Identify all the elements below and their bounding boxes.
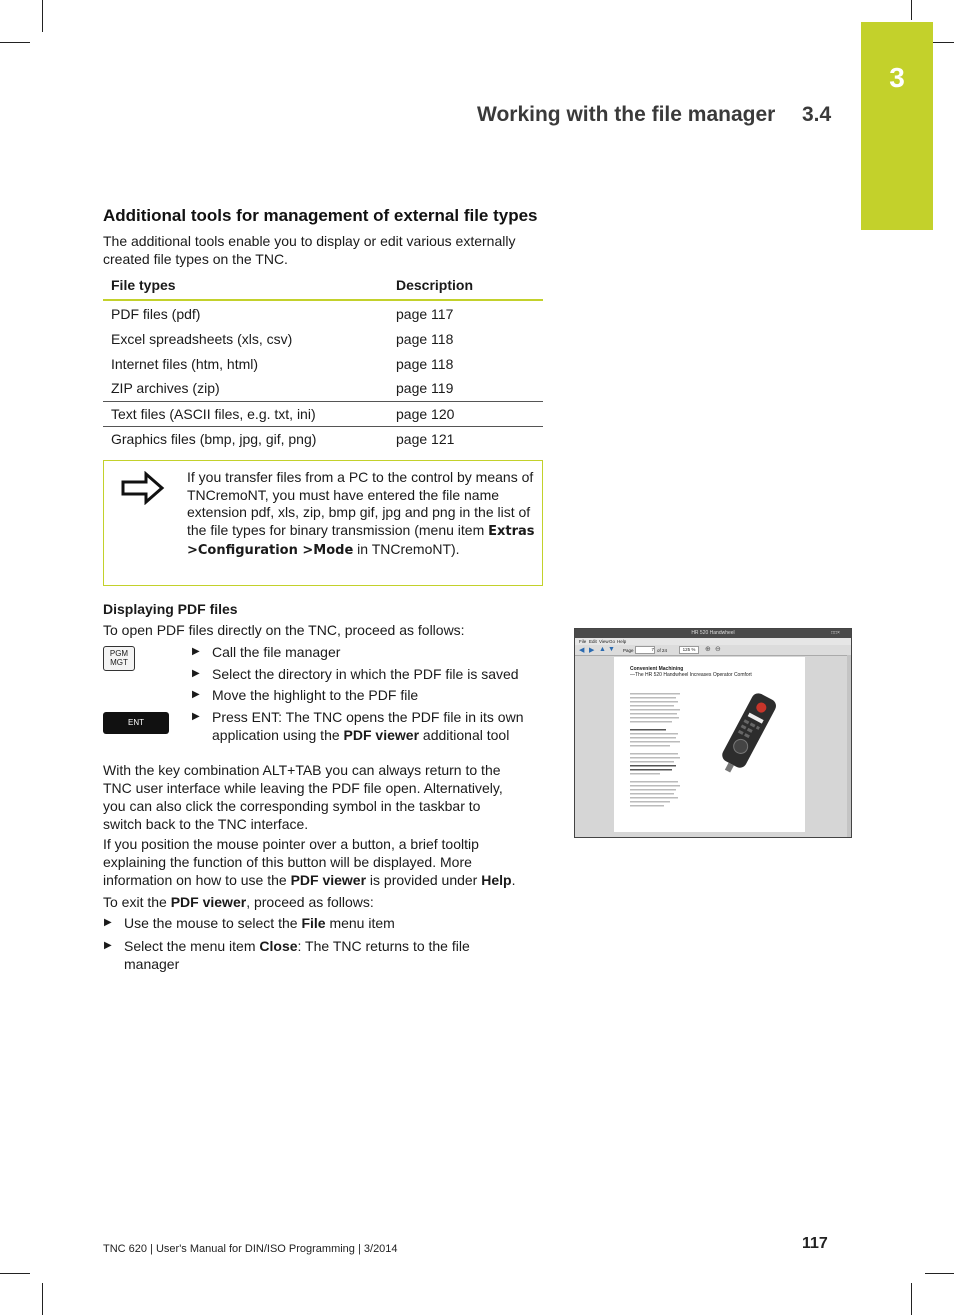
key-label: PGM: [109, 649, 129, 658]
forward-arrow-icon[interactable]: ▶: [589, 647, 595, 654]
table-header: Description: [388, 272, 543, 300]
intro-line: created file types on the TNC.: [103, 251, 288, 267]
table-cell: ZIP archives (zip): [111, 380, 220, 397]
step-text: Call the file manager: [212, 644, 341, 660]
menu-item-view[interactable]: View: [599, 639, 609, 644]
table-cell: page 121: [388, 427, 543, 452]
ent-key-icon: [103, 712, 169, 734]
pdf-page: [614, 657, 805, 832]
note-menu-path: Extras >Configuration >Mode: [187, 524, 535, 558]
paragraph-line: With the key combination ALT+TAB you can always return to the: [103, 762, 501, 778]
crop-mark: [0, 1273, 30, 1274]
back-arrow-icon[interactable]: ◀: [579, 647, 585, 654]
menu-item-file[interactable]: File: [579, 639, 587, 644]
step-text-part: Use the mouse to select the: [124, 915, 302, 931]
paragraph-line: TNC user interface while leaving the PDF file open. Alternatively,: [103, 780, 503, 796]
table-row: [103, 327, 543, 352]
paragraph-text-part: To exit the: [103, 894, 171, 910]
intro-paragraph: [103, 232, 515, 268]
chapter-number: 3: [889, 62, 905, 93]
menu-bar: [575, 638, 851, 645]
triangle-bullet-icon: ▶: [192, 668, 200, 679]
paragraph-text-part: information on how to use the: [103, 872, 291, 888]
menu-item-edit[interactable]: Edit: [589, 639, 597, 644]
table-cell: Graphics files (bmp, jpg, gif, png): [103, 427, 388, 452]
step-text-part: menu item: [325, 915, 395, 931]
zoom-out-icon[interactable]: ⊖: [715, 646, 721, 653]
toolbar: [575, 645, 851, 656]
paragraph-line: [103, 871, 515, 889]
table-row: [103, 401, 543, 427]
paragraph-line: you can also click the corresponding symbol in the taskbar to: [103, 798, 481, 814]
intro-line: The additional tools enable you to display or edit various externally: [103, 233, 516, 249]
table-cell: page 119: [396, 380, 454, 397]
step-text: [212, 708, 524, 744]
note-text-part: If you transfer files from a PC to the control by means of TNCremoNT, you must have entered the file name extension pdf, xls, zip, bmp gif, jpg and png in the list of the file types for binary transmission (menu item: [187, 469, 534, 539]
crop-mark: [911, 0, 912, 20]
page-total: of 24: [657, 648, 668, 653]
note-box: [103, 460, 543, 586]
header-title: Working with the file manager: [477, 103, 776, 126]
step-text: Select the directory in which the PDF file is saved: [212, 666, 519, 682]
table-row: [103, 376, 543, 401]
crop-mark: [911, 1283, 912, 1315]
key-label: ENT: [128, 718, 144, 727]
paragraph-bold: PDF viewer: [290, 872, 367, 888]
pgm-mgt-key-icon: [103, 646, 135, 671]
table-row: [103, 427, 543, 452]
step-text-part: : The TNC returns to the file: [297, 938, 470, 954]
down-arrow-icon[interactable]: ▼: [608, 646, 615, 653]
note-text-part: in TNCremoNT).: [353, 540, 460, 557]
paragraph-alt-tab: [103, 761, 503, 833]
arrow-right-icon: [120, 471, 166, 505]
document-subtitle: —The HR 520 Handwheel Increases Operator Comfort: [630, 672, 752, 678]
step-text-part: Select the menu item: [124, 938, 260, 954]
section-title: Additional tools for management of external file types: [103, 206, 538, 225]
step-text-part: manager: [124, 956, 180, 972]
table-cell: page 117: [396, 306, 454, 322]
triangle-bullet-icon: ▶: [104, 940, 112, 951]
step-text-bold: File: [301, 915, 326, 931]
menu-item-help[interactable]: Help: [617, 639, 627, 644]
paragraph-line: explaining the function of this button will be displayed. More: [103, 854, 472, 870]
step-text: [124, 914, 395, 932]
step-text-bold: PDF viewer: [343, 727, 420, 743]
paragraph-text-part: is provided under: [366, 872, 482, 888]
step-text-part: application using the: [212, 727, 344, 743]
pdf-viewer-screenshot: [574, 628, 852, 838]
menu-item-go[interactable]: Go: [609, 639, 616, 644]
table-header: File types: [103, 272, 388, 300]
table-row: [103, 352, 543, 377]
subsection-title: Displaying PDF files: [103, 601, 238, 617]
triangle-bullet-icon: ▶: [192, 689, 200, 700]
crop-mark: [42, 0, 43, 32]
chapter-tab: [861, 22, 933, 230]
paragraph-tooltip: [103, 835, 515, 889]
page-label: Page: [623, 648, 634, 653]
up-arrow-icon[interactable]: ▲: [599, 646, 606, 653]
table-cell: Internet files (htm, html): [111, 355, 259, 372]
paragraph-bold: Help: [481, 872, 512, 888]
zoom-in-icon[interactable]: ⊕: [705, 646, 711, 653]
step-text-part: Press ENT: The TNC opens the PDF file in its own: [212, 709, 524, 725]
footer-text: TNC 620 | User's Manual for DIN/ISO Programming | 3/2014: [103, 1243, 398, 1255]
text-column-illustration: [630, 693, 692, 813]
subsection-intro: To open PDF files directly on the TNC, proceed as follows:: [103, 622, 465, 638]
paragraph-text-part: .: [511, 872, 516, 888]
scrollbar[interactable]: [847, 655, 851, 837]
page-number: 117: [802, 1235, 828, 1252]
header-section-number: 3.4: [802, 103, 832, 126]
crop-mark: [925, 1273, 954, 1274]
document-title: Convenient Machining: [630, 666, 684, 672]
triangle-bullet-icon: ▶: [192, 711, 200, 722]
paragraph-exit: [103, 893, 374, 911]
key-label: MGT: [110, 658, 128, 667]
window-title: HR 520 Handwheel: [691, 630, 735, 636]
table-cell: Excel spreadsheets (xls, csv): [111, 331, 293, 348]
zoom-select[interactable]: 125 %: [679, 646, 699, 654]
triangle-bullet-icon: ▶: [192, 646, 200, 657]
file-types-table: [103, 272, 543, 452]
paragraph-text-part: , proceed as follows:: [246, 894, 374, 910]
table-cell: Text files (ASCII files, e.g. txt, ini): [103, 401, 388, 427]
table-cell: PDF files (pdf): [111, 306, 201, 322]
table-cell: page 118: [396, 331, 454, 348]
paragraph-line: switch back to the TNC interface.: [103, 816, 309, 832]
crop-mark: [42, 1283, 43, 1315]
step-text-part: additional tool: [419, 727, 510, 743]
paragraph-line: If you position the mouse pointer over a button, a brief tooltip: [103, 836, 479, 852]
table-cell: page 118: [396, 355, 454, 372]
step-text: [124, 937, 470, 973]
window-controls-icon: □□×: [831, 630, 840, 636]
step-text-bold: Close: [259, 938, 298, 954]
table-row: [103, 300, 543, 327]
triangle-bullet-icon: ▶: [104, 917, 112, 928]
table-cell: page 120: [388, 401, 543, 427]
step-text: Move the highlight to the PDF file: [212, 687, 419, 703]
table-header-row: [103, 272, 543, 300]
paragraph-bold: PDF viewer: [170, 894, 247, 910]
handwheel-image-icon: [710, 689, 780, 784]
note-text: [187, 469, 537, 560]
window-titlebar: [575, 629, 851, 638]
crop-mark: [0, 42, 30, 43]
page-number-input[interactable]: 7: [635, 646, 655, 654]
